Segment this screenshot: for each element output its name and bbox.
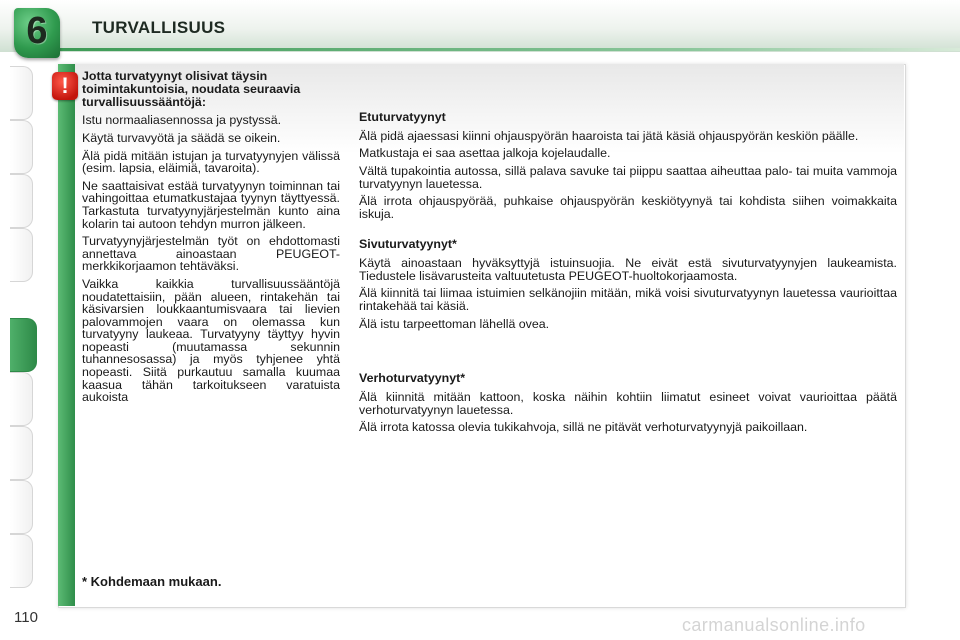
footnote: * Kohdemaan mukaan.	[82, 574, 222, 589]
chapter-tab-active	[10, 318, 37, 372]
left-paragraph: Vaikka kaikkia turvallisuussääntöjä noudatettaisiin, pään alueen, rintakehän tai käsivarsien loukkaantumisvaara tai lievien palovammojen vaara on olemassa kun turvatyyny laukeaa. Turvatyyny täyttyy hyvin nopeasti (muutamassa sekunnin tuhannesosassa) ja myös tyhjenee yhtä nopeasti. Siitä purkautuu samalla kuumaa kaasua tähän tarkoitukseen varatuista aukoista	[82, 276, 340, 405]
chapter-tab-7	[10, 372, 33, 426]
warning-icon: !	[52, 72, 78, 100]
section-paragraph: Älä kiinnitä mitään kattoon, koska näihin kohtiin liimatut esineet voivat vaurioittaa päätä verhoturvatyynyn lauetessa.	[359, 389, 897, 417]
chapter-title: TURVALLISUUS	[92, 18, 226, 37]
chapter-tab-2	[10, 120, 33, 174]
left-paragraph: Turvatyynyjärjestelmän työt on ehdottomasti annettava ainoastaan PEUGEOT-merkkikorjaamon tehtäväksi.	[82, 234, 340, 274]
section-paragraph: Älä kiinnitä tai liimaa istuimien selkänojiin mitään, mikä voisi sivuturvatyynyn lauetessa vaurioittaa rintakehää tai käsiä.	[359, 286, 897, 313]
chapter-tab-9	[10, 480, 33, 534]
section-front-airbags	[359, 111, 897, 220]
left-paragraph: Älä pidä mitään istujan ja turvatyynyjen välissä (esim. lapsia, eläimiä, tavaroita).	[82, 148, 340, 176]
chapter-tab-10	[10, 534, 33, 588]
section-paragraph: Älä irrota katossa olevia tukikahvoja, sillä ne pitävät verhoturvatyynyjä paikoillaan.	[359, 420, 808, 435]
left-paragraph: Istu normaaliasennossa ja pystyssä.	[82, 113, 282, 128]
page-number: 110	[14, 609, 38, 626]
section-paragraph: Vältä tupakointia autossa, sillä palava savuke tai piippu saattaa aiheuttaa palo- tai muita vammoja turvatyynyn lauetessa.	[359, 163, 897, 191]
chapter-number: 6	[26, 10, 48, 52]
left-paragraph: Ne saattaisivat estää turvatyynyn toiminnan tai vahingoittaa etumatkustajaa tyynyn täyttyessä. Tarkastuta turvatyynyjärjestelmän kunto aina kolarin tai autoon tehdyn murron jälkeen.	[82, 178, 340, 231]
chapter-tab-4	[10, 228, 33, 282]
chapter-tab-3	[10, 174, 33, 228]
section-side-airbags	[359, 238, 897, 330]
section-heading: Verhoturvatyynyt*	[359, 371, 466, 386]
panel-green-stripe	[58, 64, 75, 606]
section-paragraph: Käytä ainoastaan hyväksyttyjä istuinsuojia. Ne eivät estä sivuturvatyynyjen laukeamista. Tiedustele lisävarusteita valtuutetusta PEUGEOT-huoltokorjaamosta.	[359, 256, 897, 283]
section-paragraph: Matkustaja ei saa asettaa jalkoja kojelaudalle.	[359, 146, 611, 161]
header-rule	[60, 48, 960, 51]
section-paragraph: Älä istu tarpeettoman lähellä ovea.	[359, 316, 550, 331]
chapter-tab-1	[10, 66, 33, 120]
chapter-tab-8	[10, 426, 33, 480]
left-column	[82, 70, 340, 409]
section-paragraph: Älä irrota ohjauspyörää, puhkaise ohjauspyörän keskiötyynyä tai kohdista siihen voimakkaita iskuja.	[359, 194, 897, 221]
section-heading: Sivuturvatyynyt*	[359, 237, 457, 252]
section-heading: Etuturvatyynyt	[359, 110, 446, 124]
left-heading: Jotta turvatyynyt olisivat täysin toimintakuntoisia, noudata seuraavia turvallisuussääntöjä:	[82, 69, 301, 109]
watermark: carmanualsonline.info	[682, 615, 866, 635]
left-paragraph: Käytä turvavyötä ja säädä se oikein.	[82, 130, 281, 145]
section-paragraph: Älä pidä ajaessasi kiinni ohjauspyörän haaroista tai jätä käsiä ohjauspyörän keskiön päälle.	[359, 128, 859, 143]
right-column	[359, 111, 897, 452]
chapter-badge	[14, 8, 60, 58]
section-curtain-airbags	[359, 372, 897, 434]
